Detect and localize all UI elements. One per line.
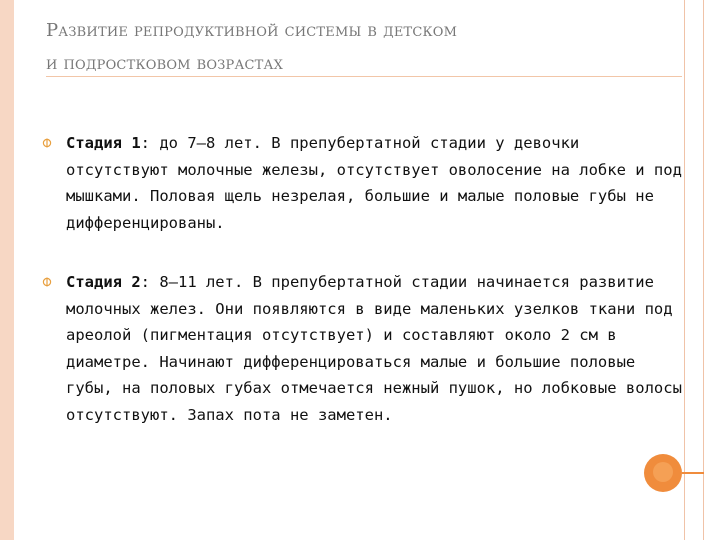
cross-bullet-icon <box>42 277 52 287</box>
title-underline <box>46 76 682 77</box>
list-item-stage-1 <box>42 130 682 236</box>
left-decorative-stripe <box>0 0 14 540</box>
bullet-list <box>42 130 682 461</box>
slide-title-line-1: Развитие репродуктивной системы в детском <box>46 20 458 41</box>
stage-label: Стадия 2 <box>66 273 141 291</box>
slide-title-line-2: и подростковом возрастах <box>46 53 284 74</box>
stage-text: : 8—11 лет. В препубертатной стадии начинается развитие молочных желез. Они появляются в виде маленьких узелков ткани под ареолой (пигментация отсутствует) и составляют около 2 см в диаметре. Начинают дифференцироваться малые и большие половые губы, на половых губах отмечается нежный пушок, но лобковые волосы отсутствуют. Запах пота не заметен. <box>66 273 682 424</box>
right-border-line <box>684 0 685 540</box>
cross-bullet-icon <box>42 138 52 148</box>
right-border-line-inner <box>703 0 704 540</box>
slide-title <box>46 14 646 80</box>
stage-text: : до 7—8 лет. В препубертатной стадии у девочки отсутствуют молочные железы, отсутствует оволосение на лобке и под мышками. Половая щель незрелая, большие и малые половые губы не дифференцированы. <box>66 134 682 232</box>
decorative-circle-inner <box>653 462 673 482</box>
decorative-dash <box>682 472 704 474</box>
stage-label: Стадия 1 <box>66 134 141 152</box>
list-item-stage-2 <box>42 269 682 428</box>
